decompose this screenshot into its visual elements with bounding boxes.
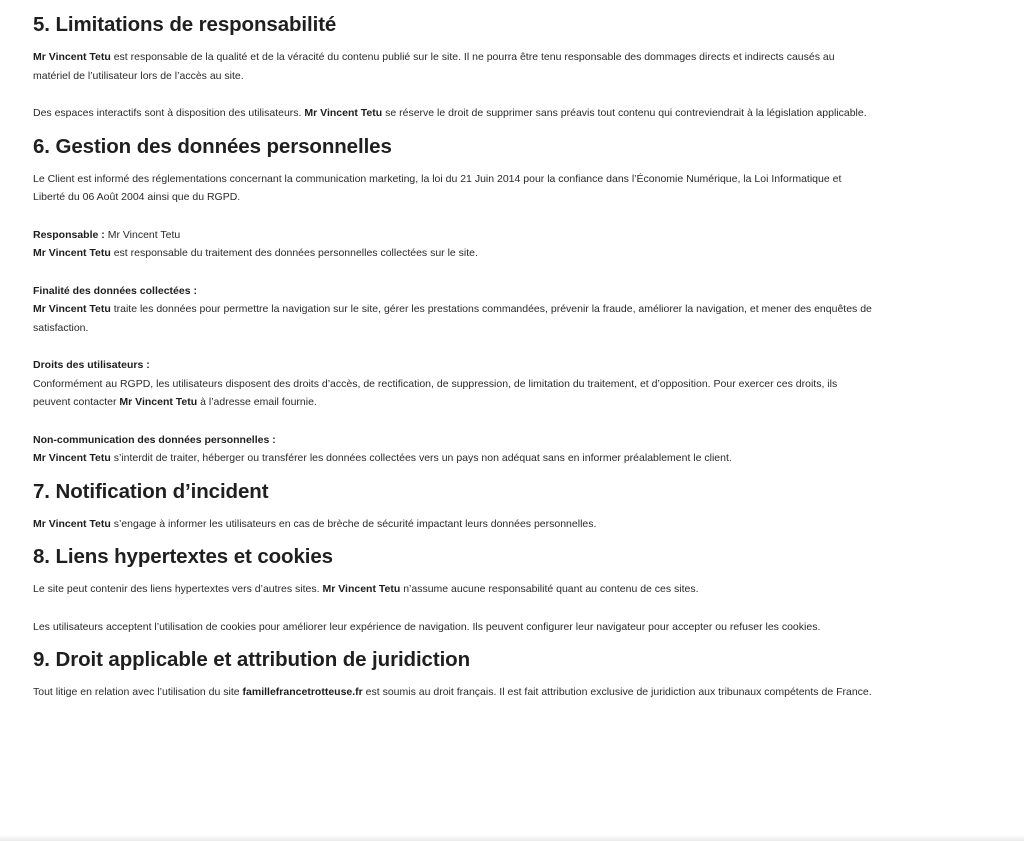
owner-name: Mr Vincent Tetu <box>33 303 111 315</box>
paragraph: Le Client est informé des réglementations concernant la communication marketing, la loi du 21 Juin 2014 pour la confiance dans l’Économie Numérique, la Loi Informatique et Liberté du 06 Août 2004 ainsi que du RGPD. <box>33 172 842 203</box>
paragraph-finalite: Finalité des données collectées : Mr Vincent Tetu traite les données pour permettre la navigation sur le site, gérer les prestations commandées, prévenir la fraude, améliorer la navigation, et mener des enquêtes de satisfaction. <box>33 282 873 338</box>
legal-content <box>33 12 873 713</box>
owner-name: Mr Vincent Tetu <box>322 583 401 595</box>
owner-name: Mr Vincent Tetu <box>33 51 111 63</box>
field-label: Responsable : <box>33 228 105 241</box>
paragraph-responsable: Responsable : Mr Vincent Tetu Mr Vincent Tetu est responsable du traitement des données personnelles collectées sur le site. <box>33 228 478 259</box>
paragraph: Mr Vincent Tetu s’engage à informer les utilisateurs en cas de brèche de sécurité impactant leurs données personnelles. <box>33 517 597 530</box>
section-title-liens-cookies: 8. Liens hypertextes et cookies <box>33 545 333 568</box>
section-title-limitations: 5. Limitations de responsabilité <box>33 13 337 36</box>
section-notification-incident <box>33 479 873 534</box>
section-title-donnees: 6. Gestion des données personnelles <box>33 134 392 158</box>
field-label: Finalité des données collectées : <box>33 284 197 297</box>
site-domain: famillefrancetrotteuse.fr <box>242 686 363 698</box>
paragraph: Mr Vincent Tetu est responsable de la qualité et de la véracité du contenu publié sur le site. Il ne pourra être tenu responsable des dommages directs et indirects causés au matériel de l’utilisateur lors de l’accès au site. <box>33 51 835 82</box>
section-donnees-personnelles <box>33 134 873 468</box>
owner-name: Mr Vincent Tetu <box>33 452 111 464</box>
section-title-droit-applicable: 9. Droit applicable et attribution de juridiction <box>33 648 471 671</box>
paragraph-droits: Droits des utilisateurs : Conformément au RGPD, les utilisateurs disposent des droits d’accès, de rectification, de suppression, de limitation du traitement, et d’opposition. Pour exercer ces droits, ils peuvent contacter Mr Vincent Tetu à l’adresse email fournie. <box>33 356 873 412</box>
field-label: Non-communication des données personnelles : <box>33 433 276 446</box>
paragraph: Le site peut contenir des liens hypertextes vers d’autres sites. Mr Vincent Tetu n’assume aucune responsabilité quant au contenu de ces sites. <box>33 583 699 595</box>
section-liens-cookies <box>33 544 873 636</box>
paragraph-non-communication: Non-communication des données personnelles : Mr Vincent Tetu s’interdit de traiter, héberger ou transférer les données collectées vers un pays non adéquat sans en informer préalablement le client. <box>33 431 873 468</box>
section-limitations <box>33 12 873 123</box>
field-label: Droits des utilisateurs : <box>33 359 150 371</box>
owner-name: Mr Vincent Tetu <box>304 107 383 119</box>
owner-name: Mr Vincent Tetu <box>33 247 111 259</box>
section-title-incident: 7. Notification d’incident <box>33 479 269 503</box>
owner-name: Mr Vincent Tetu <box>33 517 111 530</box>
owner-name: Mr Vincent Tetu <box>119 396 198 408</box>
section-droit-applicable <box>33 647 873 702</box>
bottom-fade <box>0 835 1024 841</box>
paragraph: Les utilisateurs acceptent l’utilisation de cookies pour améliorer leur expérience de navigation. Ils peuvent configurer leur navigateur pour accepter ou refuser les cookies. <box>33 620 821 633</box>
paragraph: Des espaces interactifs sont à disposition des utilisateurs. Mr Vincent Tetu se réserve le droit de supprimer sans préavis tout contenu qui contreviendrait à la législation applicable. <box>33 107 867 119</box>
paragraph: Tout litige en relation avec l’utilisation du site famillefrancetrotteuse.fr est soumis au droit français. Il est fait attribution exclusive de juridiction aux tribunaux compétents de France. <box>33 686 872 698</box>
